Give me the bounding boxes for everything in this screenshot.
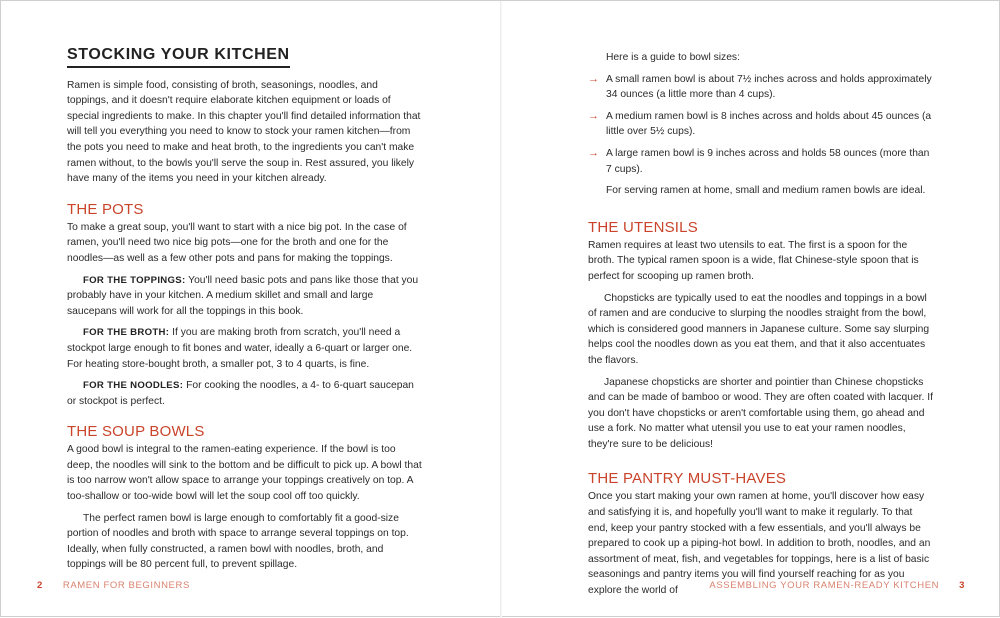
broth-paragraph: [67, 325, 422, 372]
list-item: [588, 146, 933, 177]
bowl-size-text: A medium ramen bowl is 8 inches across and holds about 45 ounces (a little over 5½ cups).: [606, 110, 932, 138]
noodles-text: For cooking the noodles, a 4- to 6-quart saucepan or stockpot is perfect.: [67, 380, 414, 407]
toppings-lead: FOR THE TOPPINGS:: [83, 274, 186, 286]
broth-lead: FOR THE BROTH:: [83, 327, 170, 339]
left-page: [1, 1, 500, 618]
page-number-right: 3: [959, 580, 965, 591]
right-page: [502, 1, 1000, 618]
utensils-paragraph-2: Chopsticks are typically used to eat the noodles and toppings in a bowl of ramen and are conducive to slurping the noodles straight from the bowl, which is considered good manners in Japanese culture. Some say slurping helps cool the noodles down as you eat them, and that it also accentuates the flavors.: [588, 292, 930, 366]
right-footer: [709, 580, 965, 591]
bowl-guide-outro: For serving ramen at home, small and medium ramen bowls are ideal.: [606, 185, 926, 197]
broth-text: If you are making broth from scratch, you'll need a stockpot large enough to fit bones and water, ideally a 6-quart or larger one. For heating store-bought broth, a smaller pot, 3 to 4 quarts, is fine.: [67, 327, 413, 370]
toppings-paragraph: [67, 273, 422, 320]
soup-bowls-heading: THE SOUP BOWLS: [67, 423, 205, 441]
intro-paragraph: Ramen is simple food, consisting of broth, seasonings, noodles, and toppings, and it doesn't require elaborate kitchen equipment or loads of special ingredients to make. In this chapter you'll find detailed information that will tell you everything you need to know to stock your ramen kitchen—from the pots you need to make and heat broth, to the ingredients you can't make ramen without, to the bowls you'll serve the soup in. Rest assured, you likely have many of the items you need in your kitchen already.: [67, 79, 421, 185]
pantry-heading: THE PANTRY MUST-HAVES: [588, 470, 787, 488]
arrow-right-icon: →: [588, 146, 599, 159]
left-footer: [37, 580, 190, 591]
running-title-left: RAMEN FOR BEGINNERS: [62, 580, 190, 591]
toppings-text: You'll need basic pots and pans like those that you probably have in your kitchen. A medium skillet and small and large saucepans will work for all the toppings in this book.: [67, 274, 419, 317]
list-item: [588, 109, 933, 140]
list-item: [588, 72, 933, 103]
noodles-paragraph: [67, 378, 422, 409]
utensils-heading: THE UTENSILS: [588, 218, 698, 236]
arrow-right-icon: →: [588, 109, 599, 122]
bowl-size-text: A large ramen bowl is 9 inches across and holds 58 ounces (more than 7 cups).: [606, 147, 930, 175]
soup-bowls-paragraph-1: A good bowl is integral to the ramen-eating experience. If the bowl is too deep, the noodles will sink to the bottom and be difficult to pick up. A bowl that is too narrow won't allow space to arrange your toppings creatively on top. A too-shallow or too-wide bowl will let the soup cool off too quickly.: [67, 444, 422, 503]
utensils-paragraph-3: Japanese chopsticks are shorter and pointier than Chinese chopsticks and can be made of bamboo or wood. They are often coated with lacquer. If you don't have chopsticks or aren't comfortable using them, go ahead and use a fork. No matter what utensil you use to eat your ramen noodles, they're sure to be delicious!: [588, 376, 933, 450]
pots-heading: THE POTS: [67, 200, 144, 218]
bowl-size-list: [588, 72, 933, 178]
bowl-size-text: A small ramen bowl is about 7½ inches across and holds approximately 34 ounces (a little more than 4 cups).: [606, 73, 932, 101]
pantry-paragraph: Once you start making your own ramen at home, you'll discover how easy and satisfying it is, and hopefully you'll want to make it regularly. To that end, keep your pantry stocked with a few essentials, and you'll always be prepared to cook up a piping-hot bowl. In addition to broth, noodles, and an assortment of meat, fish, and vegetables for toppings, here is a list of basic seasonings and pantry items you will find yourself reaching for as you explore the world of: [588, 491, 931, 597]
utensils-paragraph-1: Ramen requires at least two utensils to eat. The first is a spoon for the broth. The typical ramen spoon is a wide, flat Chinese-style spoon that is perfect for scooping up ramen broth.: [588, 239, 919, 282]
running-title-right: ASSEMBLING YOUR RAMEN-READY KITCHEN: [709, 580, 940, 591]
bowl-guide-intro: Here is a guide to bowl sizes:: [606, 52, 740, 63]
arrow-right-icon: →: [588, 72, 599, 85]
noodles-lead: FOR THE NOODLES:: [83, 380, 184, 392]
left-column: [67, 47, 422, 579]
right-column: [588, 50, 933, 605]
chapter-heading: STOCKING YOUR KITCHEN: [67, 47, 290, 68]
soup-bowls-paragraph-2: The perfect ramen bowl is large enough to comfortably fit a good-size portion of noodles and broth with space to arrange several toppings on top. Ideally, when fully constructed, a ramen bowl with noodles, broth, and toppings will be 80 percent full, to prevent spillage.: [67, 512, 409, 571]
page-number-left: 2: [37, 580, 43, 591]
pots-paragraph: To make a great soup, you'll want to start with a nice big pot. In the case of ramen, you'll need two nice big pots—one for the broth and one for the noodles—as well as a few other pots and pans for making the toppings.: [67, 221, 407, 264]
